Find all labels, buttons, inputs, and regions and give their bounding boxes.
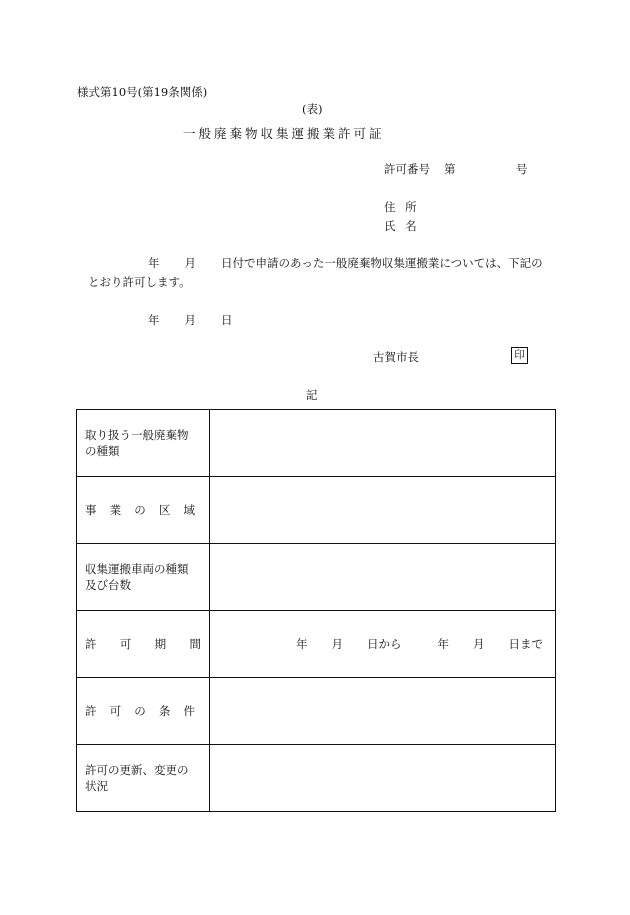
body-text-line-1 — [148, 255, 543, 271]
table-row — [77, 745, 556, 812]
record-heading: 記 — [306, 388, 318, 402]
renewal-status-value — [210, 745, 556, 812]
table-row — [77, 544, 556, 611]
table-row — [77, 678, 556, 745]
issue-year: 年 — [148, 313, 160, 327]
body-month: 月 — [184, 256, 196, 270]
permit-period-label: 許 可 期 間 — [77, 611, 210, 678]
permit-number-prefix: 第 — [444, 162, 456, 176]
body-text-line-2: とおり許可します。 — [88, 275, 191, 289]
table-row — [77, 477, 556, 544]
vehicle-type-label: 収集運搬車両の種類 及び台数 — [77, 544, 210, 611]
form-number: 様式第10号(第19条関係) — [77, 85, 208, 99]
issue-month: 月 — [184, 313, 196, 327]
permit-conditions-value — [210, 678, 556, 745]
side-label: (表) — [302, 102, 323, 116]
address-label: 住 所 — [384, 200, 420, 214]
issuer: 古賀市長 — [373, 350, 419, 364]
issue-day: 日 — [221, 313, 233, 327]
name-label: 氏 名 — [384, 219, 420, 233]
body-line1-text: 日付で申請のあった一般廃棄物収集運搬業については、下記の — [221, 256, 543, 270]
renewal-status-label: 許可の更新、変更の 状況 — [77, 745, 210, 812]
business-area-value — [210, 477, 556, 544]
permit-conditions-label: 許 可 の 条 件 — [77, 678, 210, 745]
body-year: 年 — [148, 256, 160, 270]
permit-number-suffix: 号 — [516, 162, 528, 176]
business-area-label: 事 業 の 区 域 — [77, 477, 210, 544]
document-title: 一般廃棄物収集運搬業許可証 — [183, 126, 385, 141]
seal-mark: 印 — [511, 347, 528, 364]
waste-type-label: 取り扱う一般廃棄物 の種類 — [77, 410, 210, 477]
issue-date — [148, 312, 233, 328]
permit-number-label: 許可番号 — [384, 162, 430, 176]
permit-details-table — [76, 409, 556, 812]
permit-period-value: 年 月 日から 年 月 日まで — [210, 611, 556, 678]
table-row — [77, 611, 556, 678]
vehicle-type-value — [210, 544, 556, 611]
waste-type-value — [210, 410, 556, 477]
table-row — [77, 410, 556, 477]
